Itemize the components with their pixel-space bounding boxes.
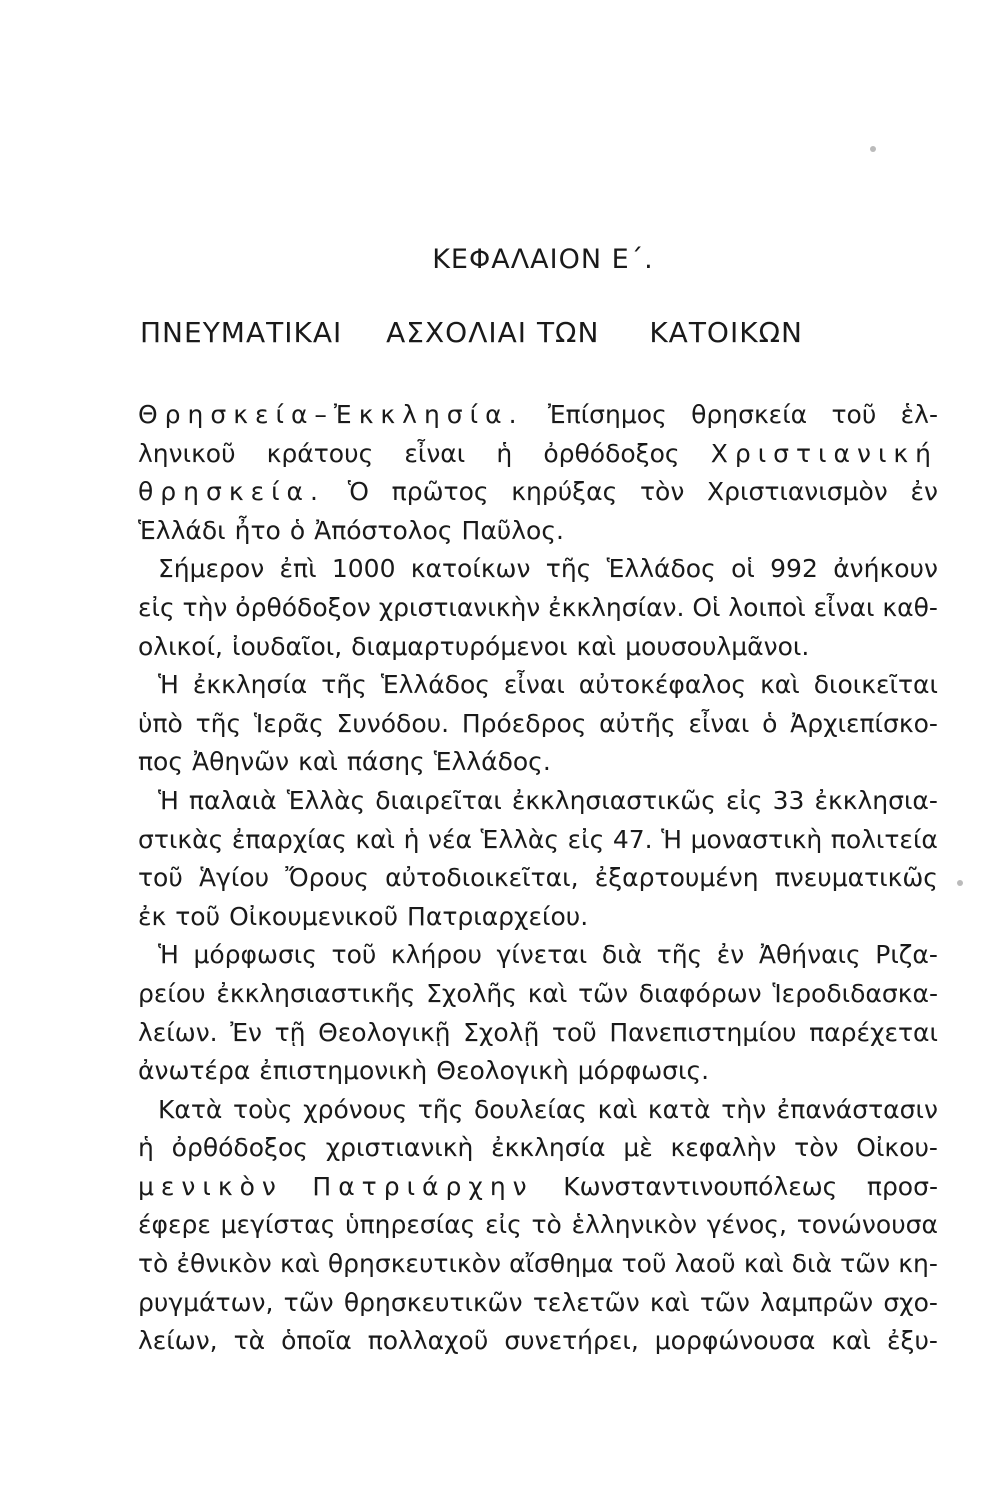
word: ὀρθόδοξος <box>171 1133 308 1163</box>
word: Θεολογικῇ <box>318 1017 451 1047</box>
word: εἰς <box>138 592 175 622</box>
text-line <box>138 628 938 667</box>
word: συνετήρει, <box>504 1326 639 1356</box>
text-line <box>138 705 938 744</box>
word: τοῦ <box>621 1249 667 1279</box>
word: Συνόδου. <box>336 708 450 738</box>
word: πολιτεία <box>830 824 938 854</box>
text-line <box>138 435 938 474</box>
word: διὰ <box>601 940 643 970</box>
word: Ἑλλάδος <box>380 670 490 700</box>
word: θρησκεία. <box>138 477 325 507</box>
word: μορφώνουσα <box>654 1326 816 1356</box>
text-line <box>138 1052 938 1091</box>
word: 33 <box>772 785 805 815</box>
word: κατοίκων <box>410 554 531 584</box>
word: κατὰ <box>647 1094 711 1124</box>
section-title <box>140 316 840 349</box>
word: Ἡ <box>158 940 179 970</box>
word: λείων, <box>138 1326 218 1356</box>
word: ἐκκλησία <box>491 1133 606 1163</box>
text-line <box>138 1129 938 1168</box>
word: μοναστικὴ <box>690 824 823 854</box>
word: ἐκκλησία <box>192 670 308 700</box>
text-line <box>138 396 938 435</box>
word: εἰς <box>725 785 763 815</box>
text-line <box>138 743 938 782</box>
word: τοῦ <box>831 400 877 429</box>
word: εἶναι <box>503 670 565 700</box>
text-line <box>138 473 938 512</box>
word: διαιρεῖται <box>375 785 502 815</box>
word: μὲ <box>623 1133 653 1163</box>
word: Πατριαρχείου. <box>407 901 589 931</box>
word: παλαιὰ <box>188 785 277 815</box>
word: κλήρου <box>390 940 482 970</box>
word: τῶν <box>699 1287 750 1317</box>
section-title-word: ΑΣΧΟΛΙΑΙ ΤΩΝ <box>386 316 600 349</box>
word: τὴν <box>721 1094 767 1124</box>
word: Ἑλλάδος. <box>433 747 551 777</box>
word: γίνεται <box>496 940 588 970</box>
word: ἐκκλησιαστικῆς <box>216 978 416 1008</box>
word: μόρφωσις. <box>577 1056 710 1086</box>
word: Οἱ <box>692 592 721 622</box>
word: Οἰκουμενικοῦ <box>229 901 399 931</box>
word: Κατὰ <box>158 1094 223 1124</box>
word: τῆς <box>195 708 242 738</box>
word: Παῦλος. <box>461 515 564 545</box>
word: καὶ <box>743 1249 784 1279</box>
word: καὶ <box>355 824 396 854</box>
word: παρέχεται <box>809 1017 938 1047</box>
word: δουλείας <box>474 1094 587 1124</box>
word: τοῦ <box>138 863 183 893</box>
word: χριστιανικὴν <box>378 592 541 622</box>
word: τοὺς <box>233 1094 293 1124</box>
word: τὸ <box>138 1249 169 1279</box>
word: τὸν <box>639 477 685 507</box>
word: ἑλ- <box>900 400 938 429</box>
word: στικὰς <box>138 824 224 854</box>
word: καὶ <box>597 1094 638 1124</box>
text-line <box>138 1014 938 1053</box>
word: Χριστιανική <box>710 438 938 468</box>
word: ἐκ <box>138 901 167 931</box>
word: κη- <box>898 1249 938 1279</box>
word: Ἁγίου <box>198 863 270 893</box>
word: οἱ <box>731 554 755 584</box>
text-line <box>138 898 938 937</box>
word: τελετῶν <box>532 1287 640 1317</box>
word: ἐκκλησια- <box>814 785 938 815</box>
word: διοικεῖται <box>813 670 938 700</box>
word: πρῶτος <box>391 477 489 507</box>
word: μενικὸν <box>138 1171 283 1201</box>
word: τῶν <box>840 1249 891 1279</box>
word: προσ- <box>866 1171 938 1201</box>
word: ἡ <box>496 438 513 468</box>
paper-speck <box>870 146 876 152</box>
word: Ὄρους <box>285 863 369 893</box>
word: εἶναι <box>404 438 466 468</box>
word: ἐθνικὸν <box>176 1249 272 1279</box>
word: εἰς <box>485 1210 522 1240</box>
word: πνευματικῶς <box>774 863 938 893</box>
word: τὴν <box>182 592 228 622</box>
word: εἶναι <box>813 592 875 622</box>
word: τῆς <box>321 670 367 700</box>
word: χριστιανικὴ <box>325 1133 474 1163</box>
text-line <box>138 512 938 551</box>
word: μεγίστας <box>220 1210 336 1240</box>
word: λαμπρῶν <box>760 1287 874 1317</box>
word: ἀνήκουν <box>833 554 938 584</box>
word: τῆς <box>656 940 703 970</box>
word: ἡ <box>403 824 420 854</box>
word: Ἡ <box>158 670 179 700</box>
text-line <box>138 821 938 860</box>
word: ὁ <box>289 515 306 545</box>
text-line <box>138 859 938 898</box>
word: ὁποῖα <box>281 1326 352 1356</box>
word: καὶ <box>527 978 568 1008</box>
word: ἰουδαῖοι, <box>232 631 343 661</box>
word: Πρόεδρος <box>461 708 587 738</box>
word: Ἐν <box>230 1017 262 1047</box>
text-line <box>138 936 938 975</box>
word: Θρησκεία–Ἐκκλησία. <box>138 400 524 429</box>
section-title-word: ΠΝΕΥΜΑΤΙΚΑΙ <box>140 316 343 349</box>
word: κεφαλὴν <box>670 1133 777 1163</box>
word: ὀρθόδοξον <box>235 592 371 622</box>
word: ἐξυ- <box>886 1326 938 1356</box>
word: έφερε <box>138 1210 211 1240</box>
text-line <box>138 782 938 821</box>
text-line <box>138 975 938 1014</box>
text-line <box>138 666 938 705</box>
text-line <box>138 589 938 628</box>
word: τοῦ <box>175 901 221 931</box>
word: θρησκεία <box>691 400 808 429</box>
word: ἡ <box>138 1133 154 1163</box>
word: Σχολῇ <box>463 1017 540 1047</box>
word: ολικοί, <box>138 631 223 661</box>
word: καθ- <box>882 592 938 622</box>
body-text <box>138 396 938 1361</box>
word: Ἐπίσημος <box>547 400 667 429</box>
paper-speck <box>957 880 963 886</box>
word: εἶναι <box>688 708 750 738</box>
word: ὑπὸ <box>138 708 183 738</box>
word: λείων. <box>138 1017 218 1047</box>
word: Χριστιανισμὸν <box>707 477 888 507</box>
word: Ἀθηνῶν <box>192 747 290 777</box>
word: ἐπιστημονικὴ <box>259 1056 428 1086</box>
word: καὶ <box>298 747 338 777</box>
word: τοῦ <box>551 1017 597 1047</box>
word: ἐκκλησίαν. <box>548 592 685 622</box>
word: Πατριάρχην <box>312 1171 534 1201</box>
word: Ἱεροδιδασκα- <box>772 978 938 1008</box>
word: πολλαχοῦ <box>367 1326 489 1356</box>
word: Σχολῆς <box>426 978 517 1008</box>
word: 992 <box>770 554 818 584</box>
word: τῆς <box>545 554 592 584</box>
word: εἰς <box>567 824 605 854</box>
word: ληνικοῦ <box>138 438 236 468</box>
word: θρησκευτικῶν <box>343 1287 523 1317</box>
word: διαμαρτυρόμενοι <box>351 631 568 661</box>
word: διὰ <box>791 1249 832 1279</box>
word: τοῦ <box>331 940 377 970</box>
word: θρησκευτικὸν <box>327 1249 501 1279</box>
word: ἀνωτέρα <box>138 1056 251 1086</box>
word: τῇ <box>274 1017 306 1047</box>
word: ἐπαρχίας <box>231 824 347 854</box>
word: αὐτοδιοικεῖται, <box>385 863 579 893</box>
word: καὶ <box>576 631 617 661</box>
word: ἐκκλησιαστικῶς <box>511 785 716 815</box>
word: καὶ <box>760 670 800 700</box>
word: ἐν <box>910 477 938 507</box>
text-line <box>138 1168 938 1207</box>
text-line <box>138 1206 938 1245</box>
word: Σήμερον <box>158 554 265 584</box>
word: ρείου <box>138 978 206 1008</box>
word: χρόνους <box>303 1094 408 1124</box>
word: Ἑλλάδι <box>138 515 226 545</box>
word: ἦτο <box>234 515 281 545</box>
word: τῶν <box>283 1287 334 1317</box>
word: Κωνσταντινουπόλεως <box>563 1171 838 1201</box>
text-line <box>138 1091 938 1130</box>
word: Ἡ <box>661 824 683 854</box>
word: ἐπανάστασιν <box>776 1094 938 1124</box>
word: αὐτῆς <box>599 708 676 738</box>
word: ἐξαρτουμένη <box>594 863 759 893</box>
word: διαφόρων <box>638 978 762 1008</box>
word: τὸν <box>794 1133 839 1163</box>
word: γένος, <box>706 1210 787 1240</box>
word: Θεολογικὴ <box>436 1056 569 1086</box>
word: Ἀρχιεπίσκο- <box>790 708 938 738</box>
word: μόρφωσις <box>193 940 317 970</box>
word: τὰ <box>233 1326 266 1356</box>
word: ἐπὶ <box>279 554 317 584</box>
word: Οἰκου- <box>856 1133 938 1163</box>
word: Πανεπιστημίου <box>609 1017 797 1047</box>
word: 47. <box>612 824 653 854</box>
word: λαοῦ <box>674 1249 736 1279</box>
word: ρυγμάτων, <box>138 1287 274 1317</box>
word: τονώνουσα <box>796 1210 938 1240</box>
word: καὶ <box>279 1249 320 1279</box>
word: ὁ <box>762 708 778 738</box>
word: αἴσθημα <box>509 1249 614 1279</box>
word: Ἱερᾶς <box>253 708 324 738</box>
word: Ὁ <box>347 477 369 507</box>
word: Ἀθήναις <box>758 940 861 970</box>
word: ὑπηρεσίας <box>345 1210 476 1240</box>
word: Ἑλλὰς <box>286 785 366 815</box>
word: σχο- <box>883 1287 938 1317</box>
section-title-word: ΚΑΤΟΙΚΩΝ <box>649 316 803 349</box>
word: τῶν <box>578 978 629 1008</box>
word: Ἡ <box>158 785 179 815</box>
word: μουσουλμᾶνοι. <box>625 631 810 661</box>
word: κράτους <box>266 438 374 468</box>
word: αὐτοκέφαλος <box>578 670 747 700</box>
chapter-heading: ΚΕΦΑΛΑΙΟΝ Ε΄. <box>432 244 654 275</box>
word: Ριζα- <box>875 940 938 970</box>
word: ὀρθόδοξος <box>543 438 680 468</box>
word: πάσης <box>346 747 425 777</box>
text-line <box>138 1245 938 1284</box>
text-line <box>138 550 938 589</box>
text-line <box>138 1284 938 1323</box>
word: Ἀπόστολος <box>314 515 453 545</box>
word: Ἑλλὰς <box>480 824 560 854</box>
word: ἑλληνικὸν <box>571 1210 697 1240</box>
text-line <box>138 1322 938 1361</box>
word: 1000 <box>331 554 396 584</box>
word: καὶ <box>831 1326 871 1356</box>
word: τῆς <box>417 1094 464 1124</box>
word: ἐν <box>716 940 745 970</box>
word: καὶ <box>649 1287 690 1317</box>
word: κηρύξας <box>511 477 618 507</box>
word: τὸ <box>531 1210 562 1240</box>
word: λοιποὶ <box>728 592 806 622</box>
word: Ἑλλάδος <box>606 554 716 584</box>
word: νέα <box>428 824 472 854</box>
word: πος <box>138 747 184 777</box>
